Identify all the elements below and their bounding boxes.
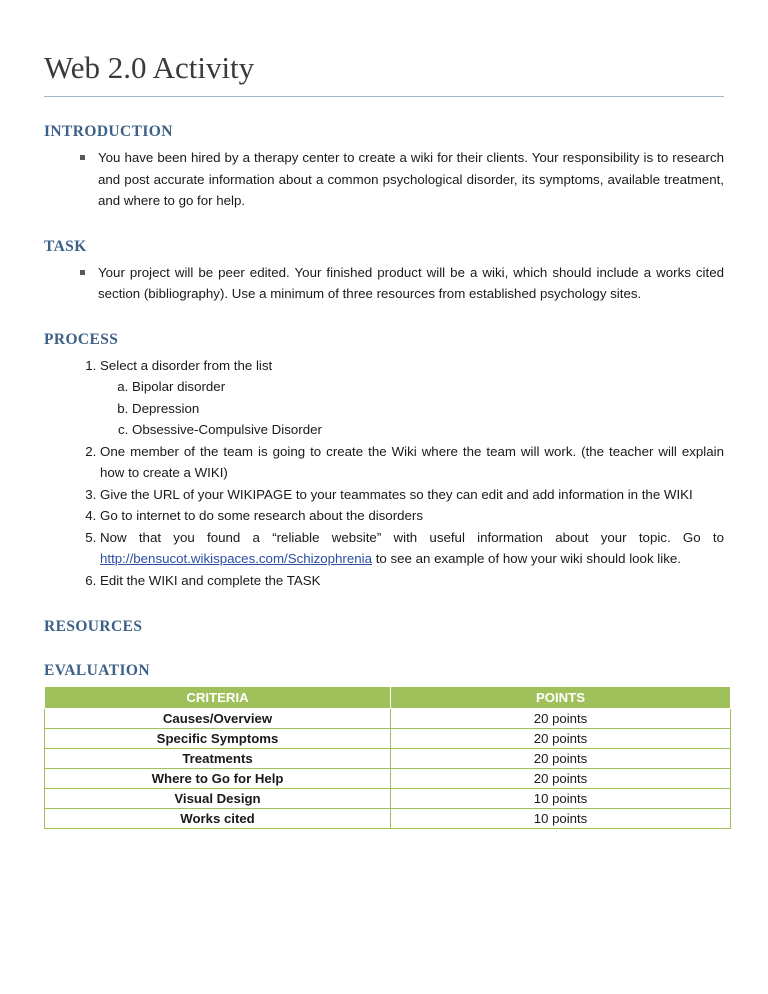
cell-criteria: Visual Design [45,788,391,808]
cell-points: 10 points [391,808,731,828]
process-list [44,355,724,592]
section-heading-task: TASK [44,237,87,255]
list-item: Your project will be peer edited. Your finished product will be a wiki, which should include a works cited section (bibliography). Use a minimum of three resources from established psychology sites. [80,262,724,305]
column-header-criteria: CRITERIA [45,686,391,708]
cell-criteria: Treatments [45,748,391,768]
list-item: b. Depression [132,398,724,420]
process-step-5-suffix: to see an example of how your wiki should look like. [372,551,681,567]
process-step-5-prefix: Now that you found a “reliable website” with useful information about your topic. Go to [100,529,724,545]
section-heading-introduction: INTRODUCTION [44,123,173,140]
table-row [45,748,731,768]
cell-criteria: Causes/Overview [45,708,391,728]
list-item: 4. Go to internet to do some research about the disorders [100,505,724,527]
evaluation-table [44,686,731,829]
list-item: 3. Give the URL of your WIKIPAGE to your teammates so they can edit and add information in the WIKI [100,484,724,506]
wiki-example-link[interactable]: http://bensucot.wikispaces.com/Schizophrenia [100,551,372,567]
cell-criteria: Specific Symptoms [45,728,391,748]
section-heading-evaluation: EVALUATION [44,661,150,679]
cell-criteria: Where to Go for Help [45,768,391,788]
cell-points: 20 points [391,728,731,748]
introduction-list [44,147,724,212]
cell-points: 10 points [391,788,731,808]
list-item: 2. One member of the team is going to create the Wiki where the team will work. (the teacher will explain how to create a WIKI) [100,441,724,484]
process-step-1-text: Select a disorder from the list [100,357,273,373]
list-item: 6. Edit the WIKI and complete the TASK [100,570,724,592]
disorder-sublist [100,376,724,441]
task-list [44,262,724,305]
list-item: c. Obsessive-Compulsive Disorder [132,419,724,441]
list-item [100,527,724,570]
cell-criteria: Works cited [45,808,391,828]
table-row [45,708,731,728]
table-row [45,728,731,748]
column-header-points: POINTS [391,686,731,708]
table-row [45,808,731,828]
section-heading-resources: RESOURCES [44,617,143,635]
cell-points: 20 points [391,748,731,768]
page-title: Web 2.0 Activity [44,50,724,97]
cell-points: 20 points [391,708,731,728]
list-item [100,355,724,441]
cell-points: 20 points [391,768,731,788]
list-item: a. Bipolar disorder [132,376,724,398]
section-heading-process: PROCESS [44,330,119,348]
table-row [45,788,731,808]
table-row [45,768,731,788]
list-item: You have been hired by a therapy center to create a wiki for their clients. Your responsibility is to research and post accurate information about a common psychological disorder, its symptoms, available treatment, and where to go for help. [80,147,724,212]
table-header-row [45,686,731,708]
